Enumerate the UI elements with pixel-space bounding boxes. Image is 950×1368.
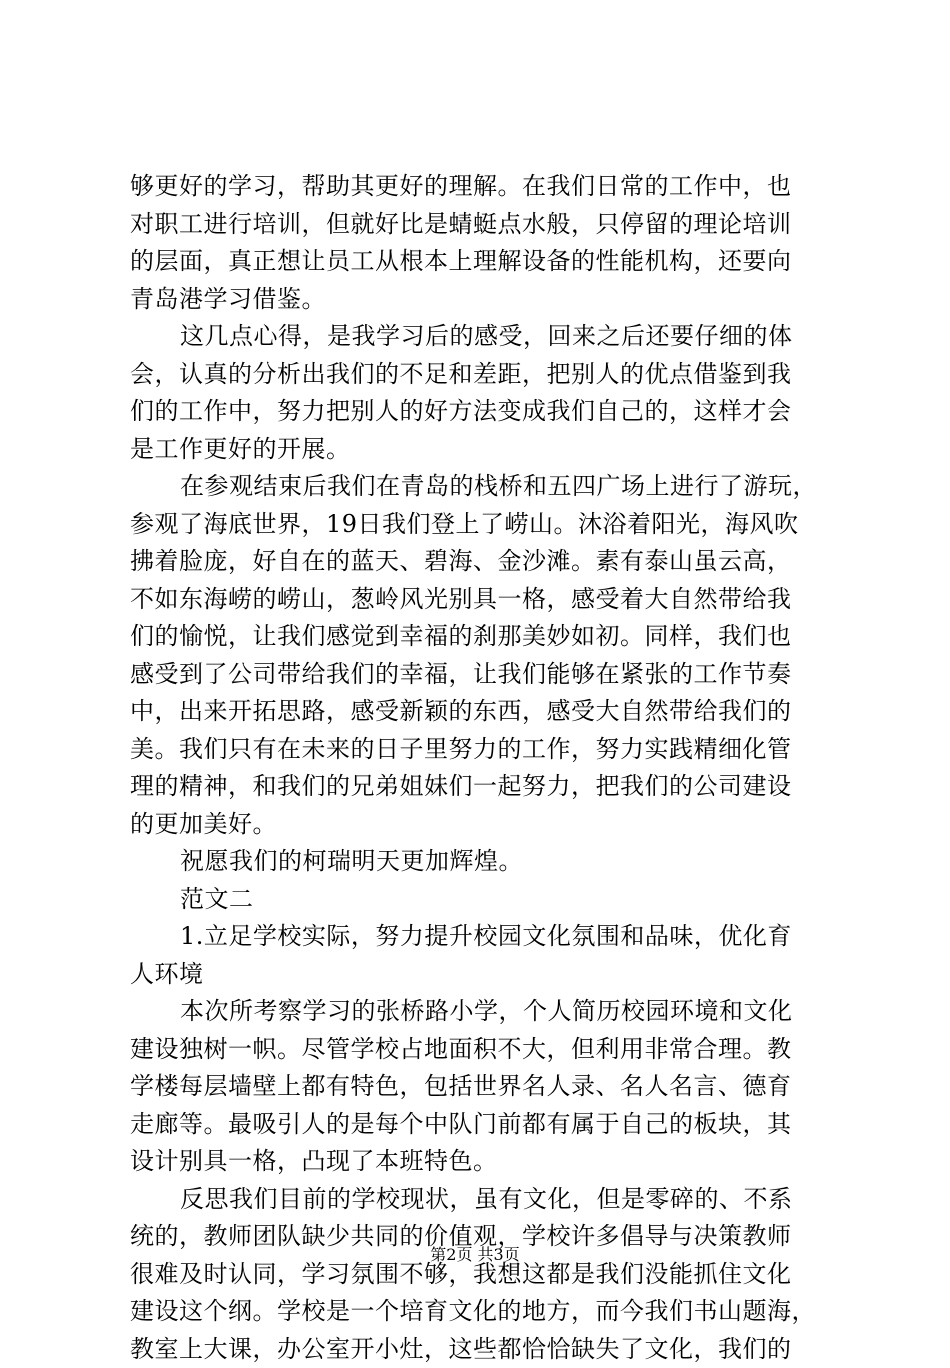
text-line: 建设这个纲。学校是一个培育文化的地方，而今我们书山题海，: [130, 1293, 830, 1331]
text-line: 走廊等。最吸引人的是每个中队门前都有属于自己的板块，其: [130, 1106, 830, 1144]
paragraph-first-line: 在参观结束后我们在青岛的栈桥和五四广场上进行了游玩，: [130, 468, 830, 506]
text-line: 青岛港学习借鉴。: [130, 281, 830, 319]
text-line: 理的精神，和我们的兄弟姐妹们一起努力，把我们的公司建设: [130, 768, 830, 806]
text-line: 人环境: [130, 956, 830, 994]
text-line: 美。我们只有在未来的日子里努力的工作，努力实践精细化管: [130, 731, 830, 769]
text-line: 不如东海崂的崂山，葱岭风光别具一格，感受着大自然带给我: [130, 581, 830, 619]
text-line: 的更加美好。: [130, 806, 830, 844]
document-body: [130, 168, 830, 1368]
text-line: 感受到了公司带给我们的幸福，让我们能够在紧张的工作节奏: [130, 656, 830, 694]
text-line: 设计别具一格，凸现了本班特色。: [130, 1143, 830, 1181]
text-line: 够更好的学习，帮助其更好的理解。在我们日常的工作中，也: [130, 168, 830, 206]
paragraph-first-line: 1.立足学校实际，努力提升校园文化氛围和品味，优化育: [130, 918, 830, 956]
paragraph-first-line: 这几点心得，是我学习后的感受，回来之后还要仔细的体: [130, 318, 830, 356]
text-line: 对职工进行培训，但就好比是蜻蜓点水般，只停留的理论培训: [130, 206, 830, 244]
paragraph-first-line: 祝愿我们的柯瑞明天更加辉煌。: [130, 843, 830, 881]
text-line: 是工作更好的开展。: [130, 431, 830, 469]
text-line: 教室上大课，办公室开小灶，这些都恰恰缺失了文化，我们的: [130, 1331, 830, 1368]
text-line: 学楼每层墙壁上都有特色，包括世界名人录、名人名言、德育: [130, 1068, 830, 1106]
page-footer: 第2页 共3页: [0, 1242, 950, 1265]
text-line: 拂着脸庞，好自在的蓝天、碧海、金沙滩。素有泰山虽云高，: [130, 543, 830, 581]
text-line: 很难及时认同，学习氛围不够，我想这都是我们没能抓住文化: [130, 1256, 830, 1294]
text-line: 统的，教师团队缺少共同的价值观，学校许多倡导与决策教师: [130, 1218, 830, 1256]
paragraph-first-line: 反思我们目前的学校现状，虽有文化，但是零碎的、不系: [130, 1181, 830, 1219]
text-line: 们的愉悦，让我们感觉到幸福的刹那美妙如初。同样，我们也: [130, 618, 830, 656]
text-line: 中，出来开拓思路，感受新颖的东西，感受大自然带给我们的: [130, 693, 830, 731]
text-line: 会，认真的分析出我们的不足和差距，把别人的优点借鉴到我: [130, 356, 830, 394]
text-line: 的层面，真正想让员工从根本上理解设备的性能机构，还要向: [130, 243, 830, 281]
paragraph-first-line: 本次所考察学习的张桥路小学，个人简历校园环境和文化: [130, 993, 830, 1031]
text-line: 们的工作中，努力把别人的好方法变成我们自己的，这样才会: [130, 393, 830, 431]
text-line: 参观了海底世界，19日我们登上了崂山。沐浴着阳光，海风吹: [130, 506, 830, 544]
text-line: 建设独树一帜。尽管学校占地面积不大，但利用非常合理。教: [130, 1031, 830, 1069]
paragraph-first-line: 范文二: [130, 881, 830, 919]
